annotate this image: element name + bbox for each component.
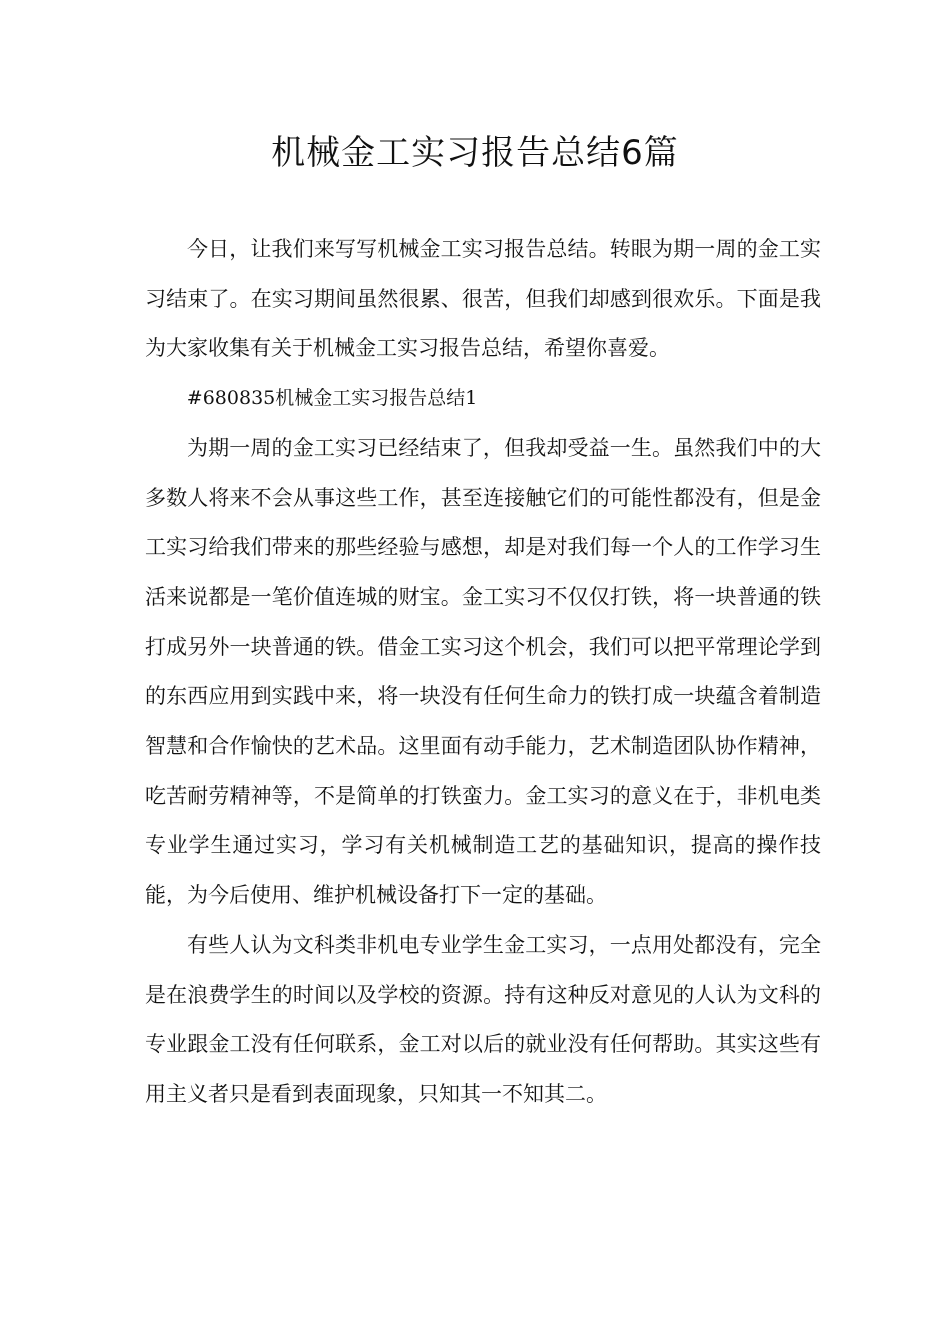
document-body (145, 225, 821, 1120)
section-heading: #680835机械金工实习报告总结1 (186, 387, 478, 410)
intro-paragraph: 今日，让我们来写写机械金工实习报告总结。转眼为期一周的金工实习结束了。在实习期间虽然很累、很苦，但我们却感到很欢乐。下面是我为大家收集有关于机械金工实习报告总结，希望你喜爱。 (145, 237, 821, 361)
body-paragraph-1: 为期一周的金工实习已经结束了，但我却受益一生。虽然我们中的大多数人将来不会从事这些工作，甚至连接触它们的可能性都没有，但是金工实习给我们带来的那些经验与感想，却是对我们每一个人的工作学习生活来说都是一笔价值连城的财宝。金工实习不仅仅打铁，将一块普通的铁打成另外一块普通的铁。借金工实习这个机会，我们可以把平常理论学到的东西应用到实践中来，将一块没有任何生命力的铁打成一块蕴含着制造智慧和合作愉快的艺术品。这里面有动手能力，艺术制造团队协作精神，吃苦耐劳精神等，不是简单的打铁蛮力。金工实习的意义在于，非机电类专业学生通过实习，学习有关机械制造工艺的基础知识，提高的操作技能，为今后使用、维护机械设备打下一定的基础。 (145, 435, 821, 908)
document-title: 机械金工实习报告总结6篇 (271, 133, 679, 173)
body-paragraph-2: 有些人认为文科类非机电专业学生金工实习，一点用处都没有，完全是在浪费学生的时间以及学校的资源。持有这种反对意见的人认为文科的专业跟金工没有任何联系，金工对以后的就业没有任何帮助。其实这些有用主义者只是看到表面现象，只知其一不知其二。 (145, 932, 821, 1106)
